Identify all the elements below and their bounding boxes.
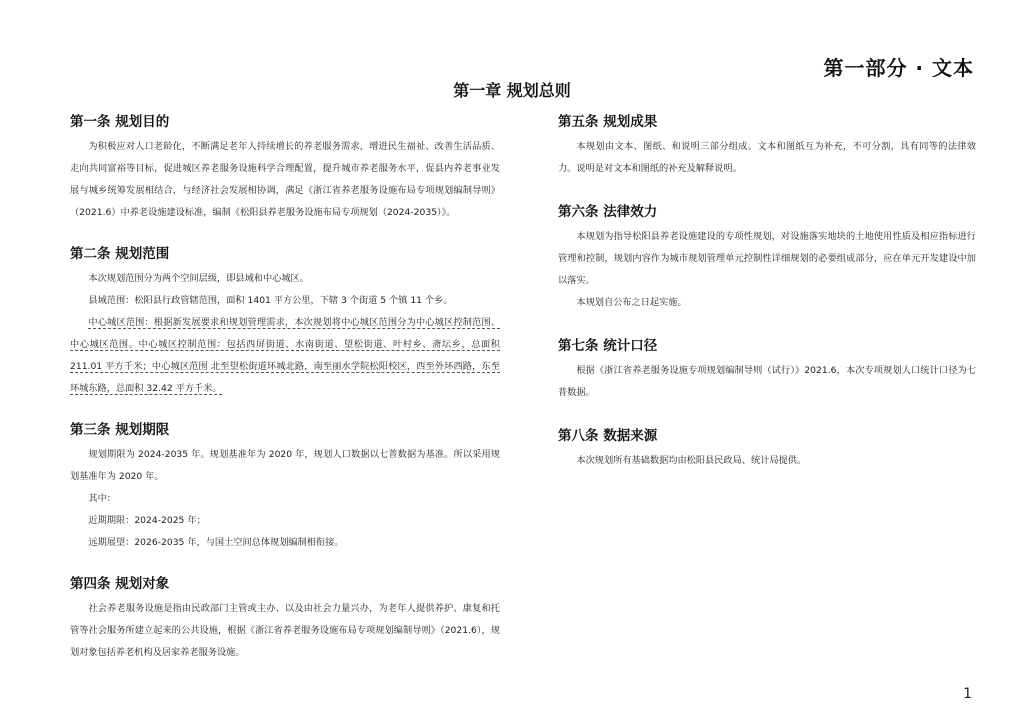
- section-title: 第八条 数据来源: [558, 428, 658, 444]
- paragraph: 近期期限：2024-2025 年；: [88, 515, 206, 526]
- paragraph: 为积极应对人口老龄化，不断满足老年人持续增长的养老服务需求，增进民生福祉、改善生活品质、走向共同富裕等目标，促进城区养老服务设施科学合理配置，提升城市养老服务水平，促县内养老事业发展与城乡统筹发展相结合，与经济社会发展相协调，满足《浙江省养老服务设施布局专项规划编制导则》（2021.6）中养老设施建设标准，编制《松阳县养老服务设施布局专项规划（2024-2035）》。: [70, 141, 500, 218]
- section-title: 第三条 规划期限: [70, 422, 170, 438]
- paragraph-central-urban-area: [70, 312, 500, 400]
- section-planning-period: [70, 418, 500, 554]
- section-planning-scope: [70, 242, 500, 400]
- section-title: 第二条 规划范围: [70, 246, 170, 262]
- section-planning-purpose: [70, 110, 500, 224]
- part-title: 第一部分 · 文本: [823, 56, 974, 80]
- right-column: [558, 110, 976, 492]
- section-legal-effect: [558, 200, 976, 314]
- paragraph: 本规划自公布之日起实施。: [576, 297, 687, 308]
- paragraph: 其中：: [88, 493, 116, 504]
- paragraph: 县域范围：松阳县行政管辖范围，面积 1401 平方公里，下辖 3 个街道 5 个镇 11 个乡。: [88, 295, 453, 306]
- paragraph: 社会养老服务设施是指由民政部门主管或主办、以及由社会力量兴办，为老年人提供养护、康复和托管等社会服务所建立起来的公共设施，根据《浙江省养老服务设施布局专项规划编制导则》（2021.6），规划对象包括养老机构及居家养老服务设施。: [70, 603, 500, 658]
- paragraph: 远期展望：2026-2035 年，与国土空间总体规划编制相衔接。: [88, 537, 344, 548]
- section-planning-results: [558, 110, 976, 180]
- section-data-source: [558, 424, 976, 472]
- section-title: 第五条 规划成果: [558, 114, 658, 130]
- highlighted-text: 中心城区范围：根据新发展要求和规划管理需求，本次规划将中心城区范围分为中心城区控制范围、中心城区范围。中心城区控制范围：包括西屏街道、水南街道、望松街道、叶村乡、斋坛乡，总面积 211.01 平方千米；中心城区范围 北至望松街道环城北路，南至丽水学院松阳校区，西至外环西路，东至环城东路，总面积 32.42 平方千米。: [70, 317, 500, 394]
- paragraph: 本规划为指导松阳县养老设施建设的专项性规划，对设施落实地块的土地使用性质及相应指标进行管理和控制，规划内容作为城市规划管理单元控制性详细规划的必要组成部分，应在单元开发建设中加以落实。: [558, 231, 976, 286]
- paragraph: 根据《浙江省养老服务设施专项规划编制导则（试行）》2021.6，本次专项规划人口统计口径为七普数据。: [558, 365, 976, 398]
- paragraph: 本次规划范围分为两个空间层级，即县域和中心城区。: [88, 273, 309, 284]
- section-planning-objects: [70, 572, 500, 664]
- section-title: 第四条 规划对象: [70, 576, 170, 592]
- chapter-title: 第一章 规划总则: [453, 81, 571, 100]
- section-statistical-caliber: [558, 334, 976, 404]
- section-title: 第六条 法律效力: [558, 204, 658, 220]
- section-title: 第七条 统计口径: [558, 338, 658, 354]
- paragraph: 本规划由文本、图纸、和说明三部分组成。文本和图纸互为补充，不可分割，具有同等的法律效力。说明是对文本和图纸的补充及解释说明。: [558, 141, 976, 174]
- paragraph: 规划期限为 2024-2035 年。规划基准年为 2020 年，规划人口数据以七普数据为基准。所以采用规划基准年为 2020 年。: [70, 449, 500, 482]
- page-number: 1: [963, 686, 972, 702]
- paragraph: 本次规划所有基础数据均由松阳县民政局、统计局提供。: [576, 455, 807, 466]
- section-title: 第一条 规划目的: [70, 114, 170, 130]
- left-column: [70, 110, 500, 682]
